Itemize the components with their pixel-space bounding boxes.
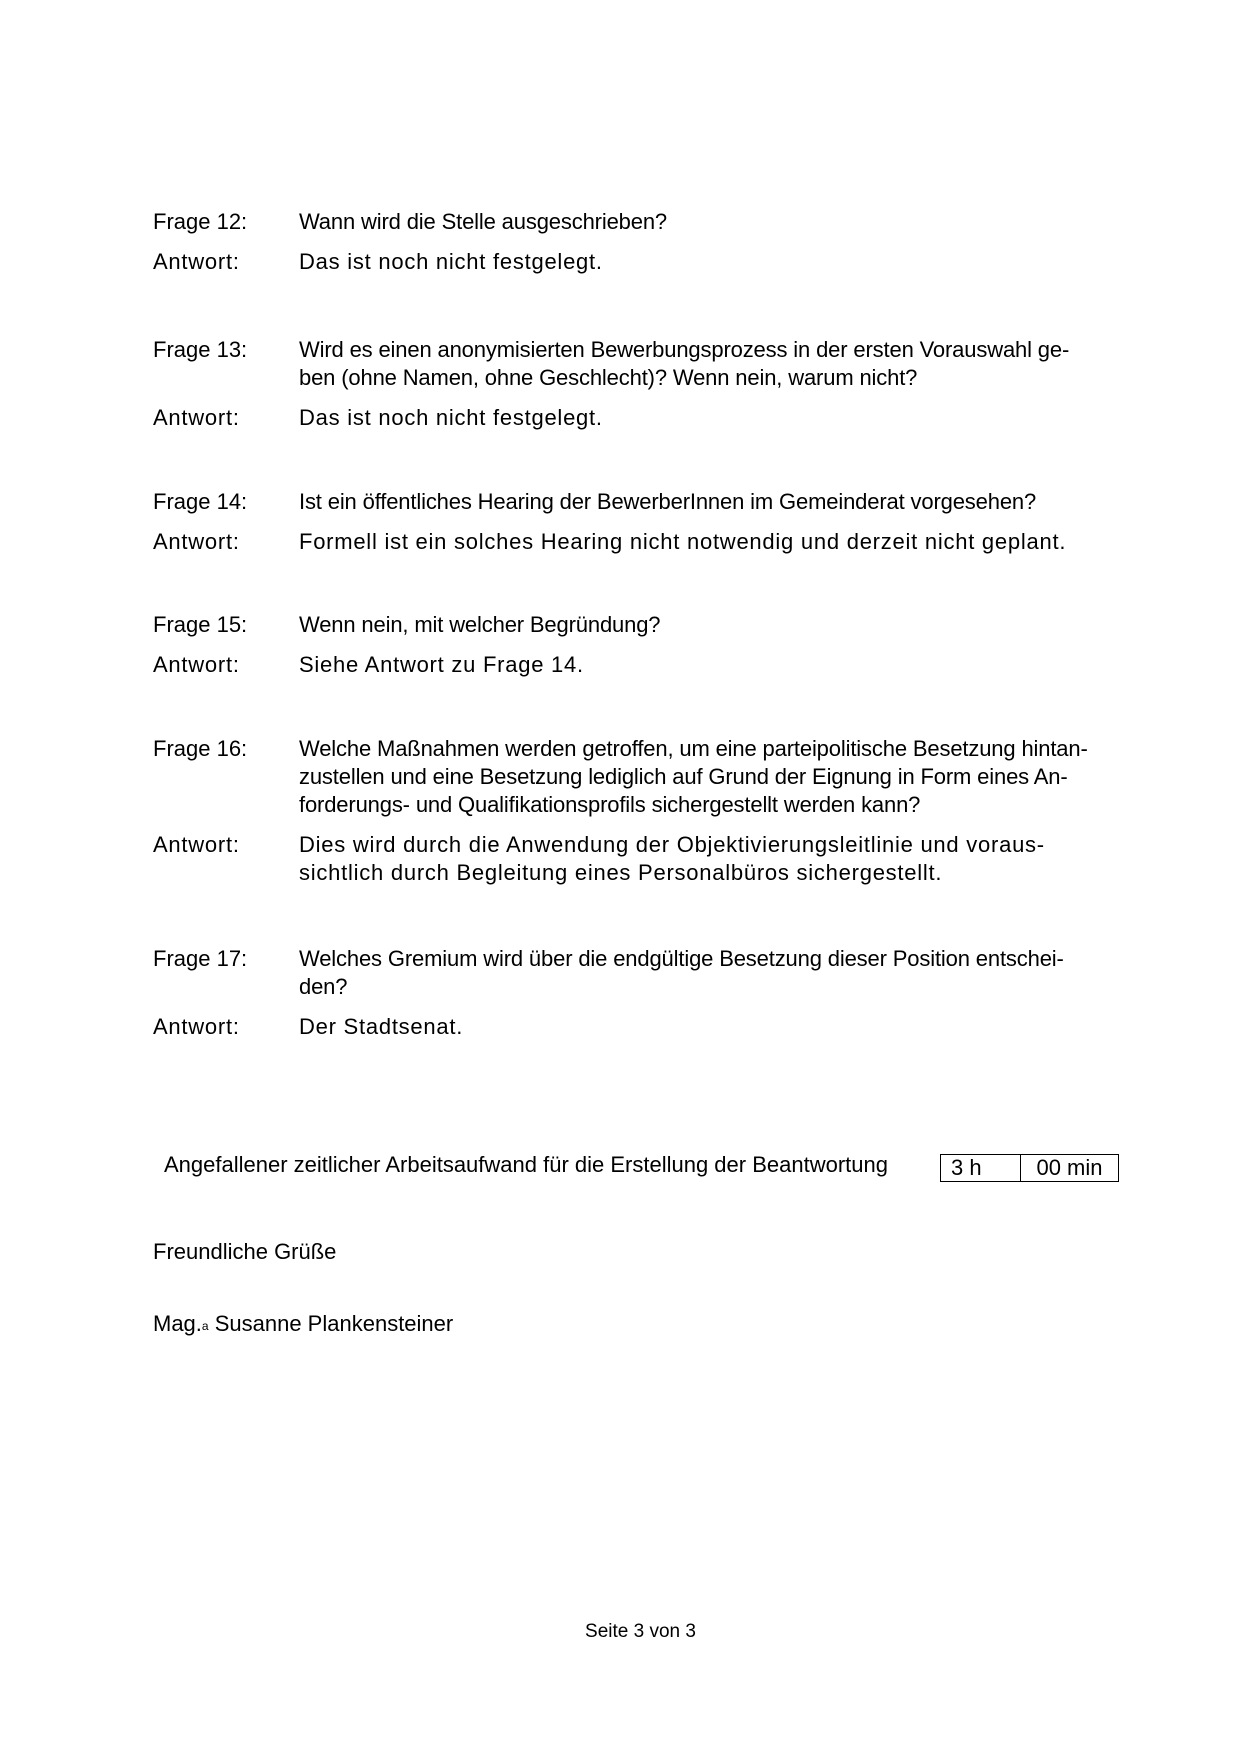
question-row: [153, 336, 1133, 392]
qa-block: [153, 336, 1133, 432]
answer-row: [153, 528, 1133, 556]
answer-text: [299, 248, 1133, 276]
question-text: [299, 488, 1133, 516]
answer-label: Antwort:: [153, 1014, 240, 1039]
question-line: Welches Gremium wird über die endgültige Besetzung dieser Position entschei-: [299, 946, 1064, 971]
answer-row: [153, 651, 1133, 679]
question-label: Frage 13:: [153, 337, 248, 362]
question-line: Wird es einen anonymisierten Bewerbungsprozess in der ersten Vorauswahl ge-: [299, 337, 1070, 362]
question-row: [153, 735, 1133, 819]
effort-hours: 3 h: [941, 1155, 1021, 1181]
question-row: [153, 945, 1133, 1001]
question-line: forderungs- und Qualifikationsprofils sichergestellt werden kann?: [299, 792, 921, 817]
answer-line: Das ist noch nicht festgelegt.: [299, 405, 603, 430]
answer-line: Formell ist ein solches Hearing nicht notwendig und derzeit nicht geplant.: [299, 529, 1067, 554]
answer-row: [153, 1013, 1133, 1041]
answer-text: [299, 404, 1133, 432]
answer-text: [299, 1013, 1133, 1041]
question-line: den?: [299, 974, 348, 999]
answer-line: Siehe Antwort zu Frage 14.: [299, 652, 584, 677]
effort-table: [940, 1154, 1119, 1182]
question-label: Frage 17:: [153, 946, 248, 971]
answer-line: Das ist noch nicht festgelegt.: [299, 249, 603, 274]
question-line: Welche Maßnahmen werden getroffen, um eine parteipolitische Besetzung hintan-: [299, 736, 1088, 761]
answer-row: [153, 248, 1133, 276]
question-line: Ist ein öffentliches Hearing der BewerberInnen im Gemeinderat vorgesehen?: [299, 489, 1037, 514]
question-line: Wenn nein, mit welcher Begründung?: [299, 612, 661, 637]
signature-title-sup: a: [201, 1319, 209, 1333]
qa-block: [153, 735, 1133, 887]
answer-line: sichtlich durch Begleitung eines Personalbüros sichergestellt.: [299, 860, 943, 885]
signature-name: Susanne Plankensteiner: [208, 1311, 454, 1336]
question-line: Wann wird die Stelle ausgeschrieben?: [299, 209, 667, 234]
qa-block: [153, 945, 1133, 1041]
answer-label: Antwort:: [153, 832, 240, 857]
answer-label: Antwort:: [153, 652, 240, 677]
question-line: zustellen und eine Besetzung lediglich auf Grund der Eignung in Form eines An-: [299, 764, 1068, 789]
question-text: [299, 735, 1133, 819]
answer-text: [299, 528, 1133, 556]
qa-block: [153, 611, 1133, 679]
question-text: [299, 945, 1133, 1001]
answer-line: Der Stadtsenat.: [299, 1014, 464, 1039]
question-row: [153, 488, 1133, 516]
effort-minutes: 00 min: [1036, 1155, 1103, 1180]
answer-row: [153, 831, 1133, 887]
question-row: [153, 208, 1133, 236]
effort-label: Angefallener zeitlicher Arbeitsaufwand für die Erstellung der Beantwortung: [164, 1152, 888, 1177]
qa-block: [153, 208, 1133, 276]
answer-label: Antwort:: [153, 249, 240, 274]
question-label: Frage 16:: [153, 736, 248, 761]
page-number-footer: Seite 3 von 3: [585, 1621, 696, 1642]
question-text: [299, 336, 1133, 392]
qa-block: [153, 488, 1133, 556]
answer-label: Antwort:: [153, 405, 240, 430]
question-row: [153, 611, 1133, 639]
answer-text: [299, 831, 1133, 887]
signature: [153, 1310, 453, 1338]
closing-greeting: Freundliche Grüße: [153, 1239, 337, 1264]
question-line: ben (ohne Namen, ohne Geschlecht)? Wenn nein, warum nicht?: [299, 365, 918, 390]
question-label: Frage 14:: [153, 489, 248, 514]
question-text: [299, 208, 1133, 236]
answer-row: [153, 404, 1133, 432]
answer-line: Dies wird durch die Anwendung der Objektivierungsleitlinie und voraus-: [299, 832, 1045, 857]
question-text: [299, 611, 1133, 639]
answer-label: Antwort:: [153, 529, 240, 554]
answer-text: [299, 651, 1133, 679]
question-label: Frage 12:: [153, 209, 248, 234]
question-label: Frage 15:: [153, 612, 248, 637]
signature-title: Mag.: [153, 1311, 202, 1336]
